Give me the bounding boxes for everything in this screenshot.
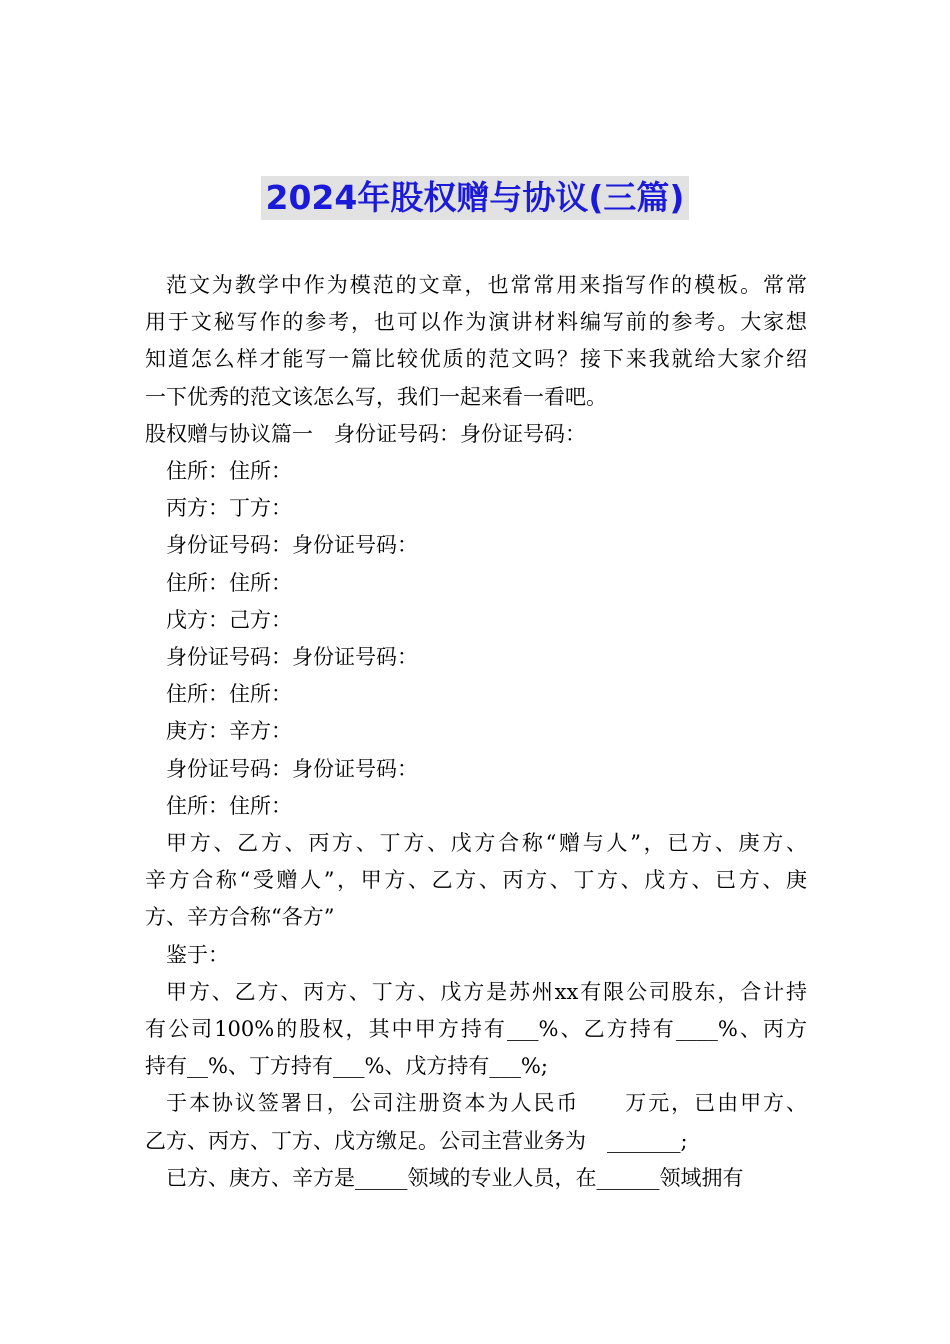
paragraph-line: 有公司100%的股权，其中甲方持有___%、乙方持有____%、丙方 <box>145 1017 807 1042</box>
paragraph-line: 住所：住所： <box>166 570 292 595</box>
paragraph <box>145 788 807 825</box>
paragraph <box>145 565 807 602</box>
paragraph <box>145 751 807 788</box>
paragraph-line: 鉴于： <box>166 942 229 967</box>
paragraph-line: 住所：住所： <box>166 459 292 484</box>
paragraph <box>145 639 807 676</box>
paragraph-line: 一下优秀的范文该怎么写，我们一起来看一看吧。 <box>145 384 607 409</box>
paragraph-line: 股权赠与协议篇一 身份证号码：身份证号码： <box>145 421 586 446</box>
paragraph <box>145 527 807 564</box>
paragraph <box>145 1085 807 1159</box>
document-title: 2024年股权赠与协议(三篇) <box>261 176 688 220</box>
paragraph-line: 持有__%、丁方持有___%、戊方持有___%; <box>145 1054 548 1079</box>
paragraph-line: 方、辛方合称“各方” <box>145 905 335 930</box>
paragraph-line: 于本协议签署日，公司注册资本为人民币 万元，已由甲方、 <box>166 1091 807 1116</box>
title-container <box>0 176 950 220</box>
paragraph-line: 身份证号码：身份证号码： <box>166 533 418 558</box>
paragraph-line: 住所：住所： <box>166 793 292 818</box>
paragraph-line: 身份证号码：身份证号码： <box>166 645 418 670</box>
paragraph <box>145 453 807 490</box>
paragraph-line: 乙方、丙方、丁方、戊方缴足。公司主营业务为 _______; <box>145 1128 688 1153</box>
paragraph-line: 用于文秘写作的参考，也可以作为演讲材料编写前的参考。大家想 <box>145 310 807 335</box>
paragraph-line: 住所：住所： <box>166 682 292 707</box>
paragraph-line: 已方、庚方、辛方是_____领域的专业人员，在______领域拥有 <box>166 1165 744 1190</box>
paragraph-line: 丙方：丁方： <box>166 496 292 521</box>
paragraph-line: 辛方合称“受赠人”，甲方、乙方、丙方、丁方、戊方、已方、庚 <box>145 868 807 893</box>
paragraph-line: 身份证号码：身份证号码： <box>166 756 418 781</box>
paragraph-line: 甲方、乙方、丙方、丁方、戊方是苏州xx有限公司股东，合计持 <box>166 979 807 1004</box>
document-body <box>145 267 807 1197</box>
paragraph <box>145 825 807 937</box>
paragraph-line: 范文为教学中作为模范的文章，也常常用来指写作的模板。常常 <box>166 273 807 297</box>
paragraph <box>145 937 807 974</box>
paragraph <box>145 676 807 713</box>
paragraph-line: 庚方：辛方： <box>166 719 292 744</box>
paragraph-line: 甲方、乙方、丙方、丁方、戊方合称“赠与人”，已方、庚方、 <box>166 831 807 856</box>
paragraph <box>145 974 807 1086</box>
paragraph <box>145 267 807 416</box>
paragraph-line: 戊方：己方： <box>166 607 292 632</box>
paragraph <box>145 1160 807 1197</box>
paragraph <box>145 602 807 639</box>
paragraph <box>145 713 807 750</box>
paragraph-line: 知道怎么样才能写一篇比较优质的范文吗？接下来我就给大家介绍 <box>145 347 807 372</box>
paragraph <box>145 490 807 527</box>
paragraph <box>145 416 807 453</box>
